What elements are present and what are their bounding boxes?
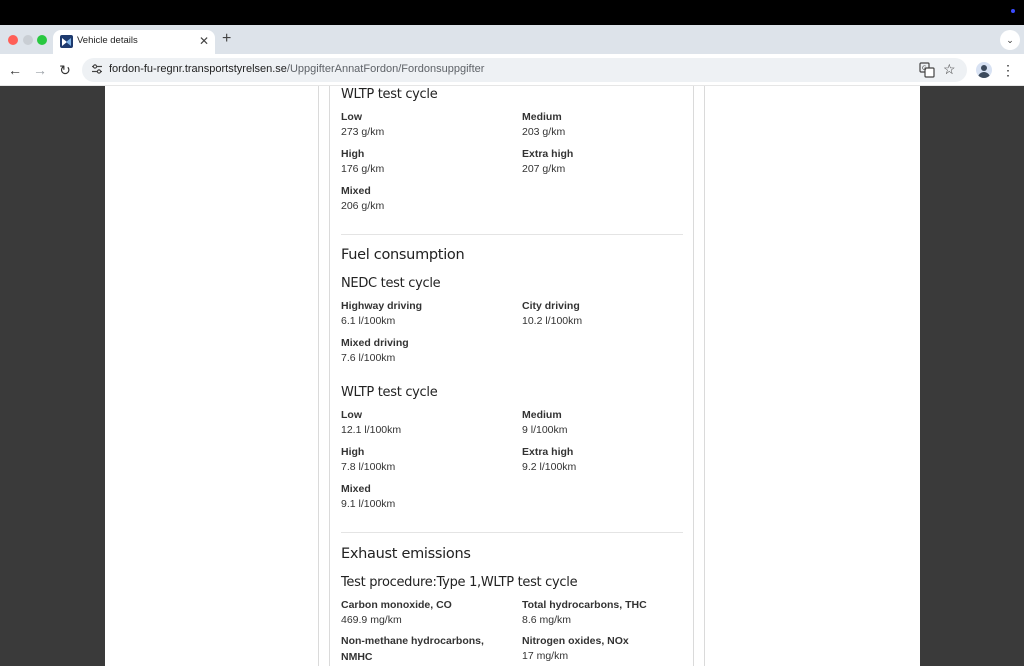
url-text[interactable] (109, 63, 484, 75)
fuel-extra-high-value: 9.2 l/100km (522, 461, 577, 473)
co-label: Carbon monoxide, CO (341, 599, 452, 611)
co2-extra-high-value: 207 g/km (522, 163, 566, 175)
fuel-consumption-heading: Fuel consumption (341, 247, 465, 263)
fuel-mixed-label: Mixed (341, 483, 371, 495)
mixed-driving-value: 7.6 l/100km (341, 352, 396, 364)
city-driving-label: City driving (522, 300, 580, 312)
address-bar[interactable] (82, 58, 967, 82)
co2-mixed-value: 206 g/km (341, 200, 385, 212)
fuel-high-value: 7.8 l/100km (341, 461, 396, 473)
exhaust-emissions-heading: Exhaust emissions (341, 546, 471, 562)
bookmark-star-icon[interactable]: ☆ (943, 61, 956, 77)
back-arrow-icon[interactable]: ← (8, 62, 22, 78)
co2-medium-label: Medium (522, 111, 562, 123)
fuel-low-label: Low (341, 409, 362, 421)
status-dot-icon (1011, 9, 1015, 13)
mixed-driving-label: Mixed driving (341, 337, 409, 349)
co-value: 469.9 mg/km (341, 614, 402, 626)
profile-avatar-icon[interactable] (976, 62, 992, 78)
fuel-mixed-value: 9.1 l/100km (341, 498, 396, 510)
fuel-low-value: 12.1 l/100km (341, 424, 402, 436)
nox-label: Nitrogen oxides, NOx (522, 635, 629, 647)
close-tab-icon[interactable]: ✕ (199, 34, 210, 48)
url-host: fordon-fu-regnr.transportstyrelsen.se (109, 63, 287, 75)
tab-vehicle-details[interactable] (53, 30, 215, 54)
highway-driving-label: Highway driving (341, 300, 423, 312)
section-divider (341, 532, 683, 533)
thc-label: Total hydrocarbons, THC (522, 599, 647, 611)
nedc-heading: NEDC test cycle (341, 276, 441, 291)
co2-medium-value: 203 g/km (522, 126, 566, 138)
tab-strip (0, 25, 1024, 54)
highway-driving-value: 6.1 l/100km (341, 315, 396, 327)
translate-icon[interactable] (919, 62, 935, 78)
co2-high-label: High (341, 148, 365, 160)
browser-toolbar (0, 54, 1024, 86)
co2-low-label: Low (341, 111, 362, 123)
maximize-window-button[interactable] (37, 35, 47, 45)
nox-value: 17 mg/km (522, 650, 569, 662)
test-procedure-heading: Test procedure:Type 1,WLTP test cycle (341, 575, 578, 590)
thc-value: 8.6 mg/km (522, 614, 572, 626)
fuel-extra-high-label: Extra high (522, 446, 574, 458)
svg-text:G: G (922, 65, 927, 72)
site-settings-icon[interactable] (91, 63, 103, 75)
city-driving-value: 10.2 l/100km (522, 315, 583, 327)
transportstyrelsen-favicon-icon (60, 35, 73, 48)
new-tab-button[interactable]: + (222, 30, 232, 47)
reload-icon[interactable]: ↻ (59, 62, 71, 78)
section-divider (341, 234, 683, 235)
close-window-button[interactable] (8, 35, 18, 45)
co2-low-value: 273 g/km (341, 126, 385, 138)
fuel-medium-value: 9 l/100km (522, 424, 568, 436)
co2-high-value: 176 g/km (341, 163, 385, 175)
url-path: /UppgifterAnnatFordon/Fordonsuppgifter (286, 63, 485, 75)
system-bar (0, 0, 1024, 25)
tab-title: Vehicle details (77, 35, 138, 46)
page-viewport[interactable] (0, 86, 1024, 666)
nmhc-label-line2: NMHC (341, 651, 373, 663)
co2-wltp-heading: WLTP test cycle (341, 87, 438, 102)
co2-mixed-label: Mixed (341, 185, 371, 197)
forward-arrow-icon[interactable]: → (33, 62, 47, 78)
nmhc-label: Non-methane hydrocarbons, (341, 635, 484, 647)
minimize-window-button[interactable] (23, 35, 33, 45)
fuel-wltp-heading: WLTP test cycle (341, 385, 438, 400)
tab-search-chevron-icon[interactable]: ⌄ (1000, 30, 1020, 50)
fuel-high-label: High (341, 446, 365, 458)
page-sheet (105, 86, 920, 666)
co2-extra-high-label: Extra high (522, 148, 574, 160)
more-menu-icon[interactable]: ⋮ (1001, 62, 1015, 78)
fuel-medium-label: Medium (522, 409, 562, 421)
